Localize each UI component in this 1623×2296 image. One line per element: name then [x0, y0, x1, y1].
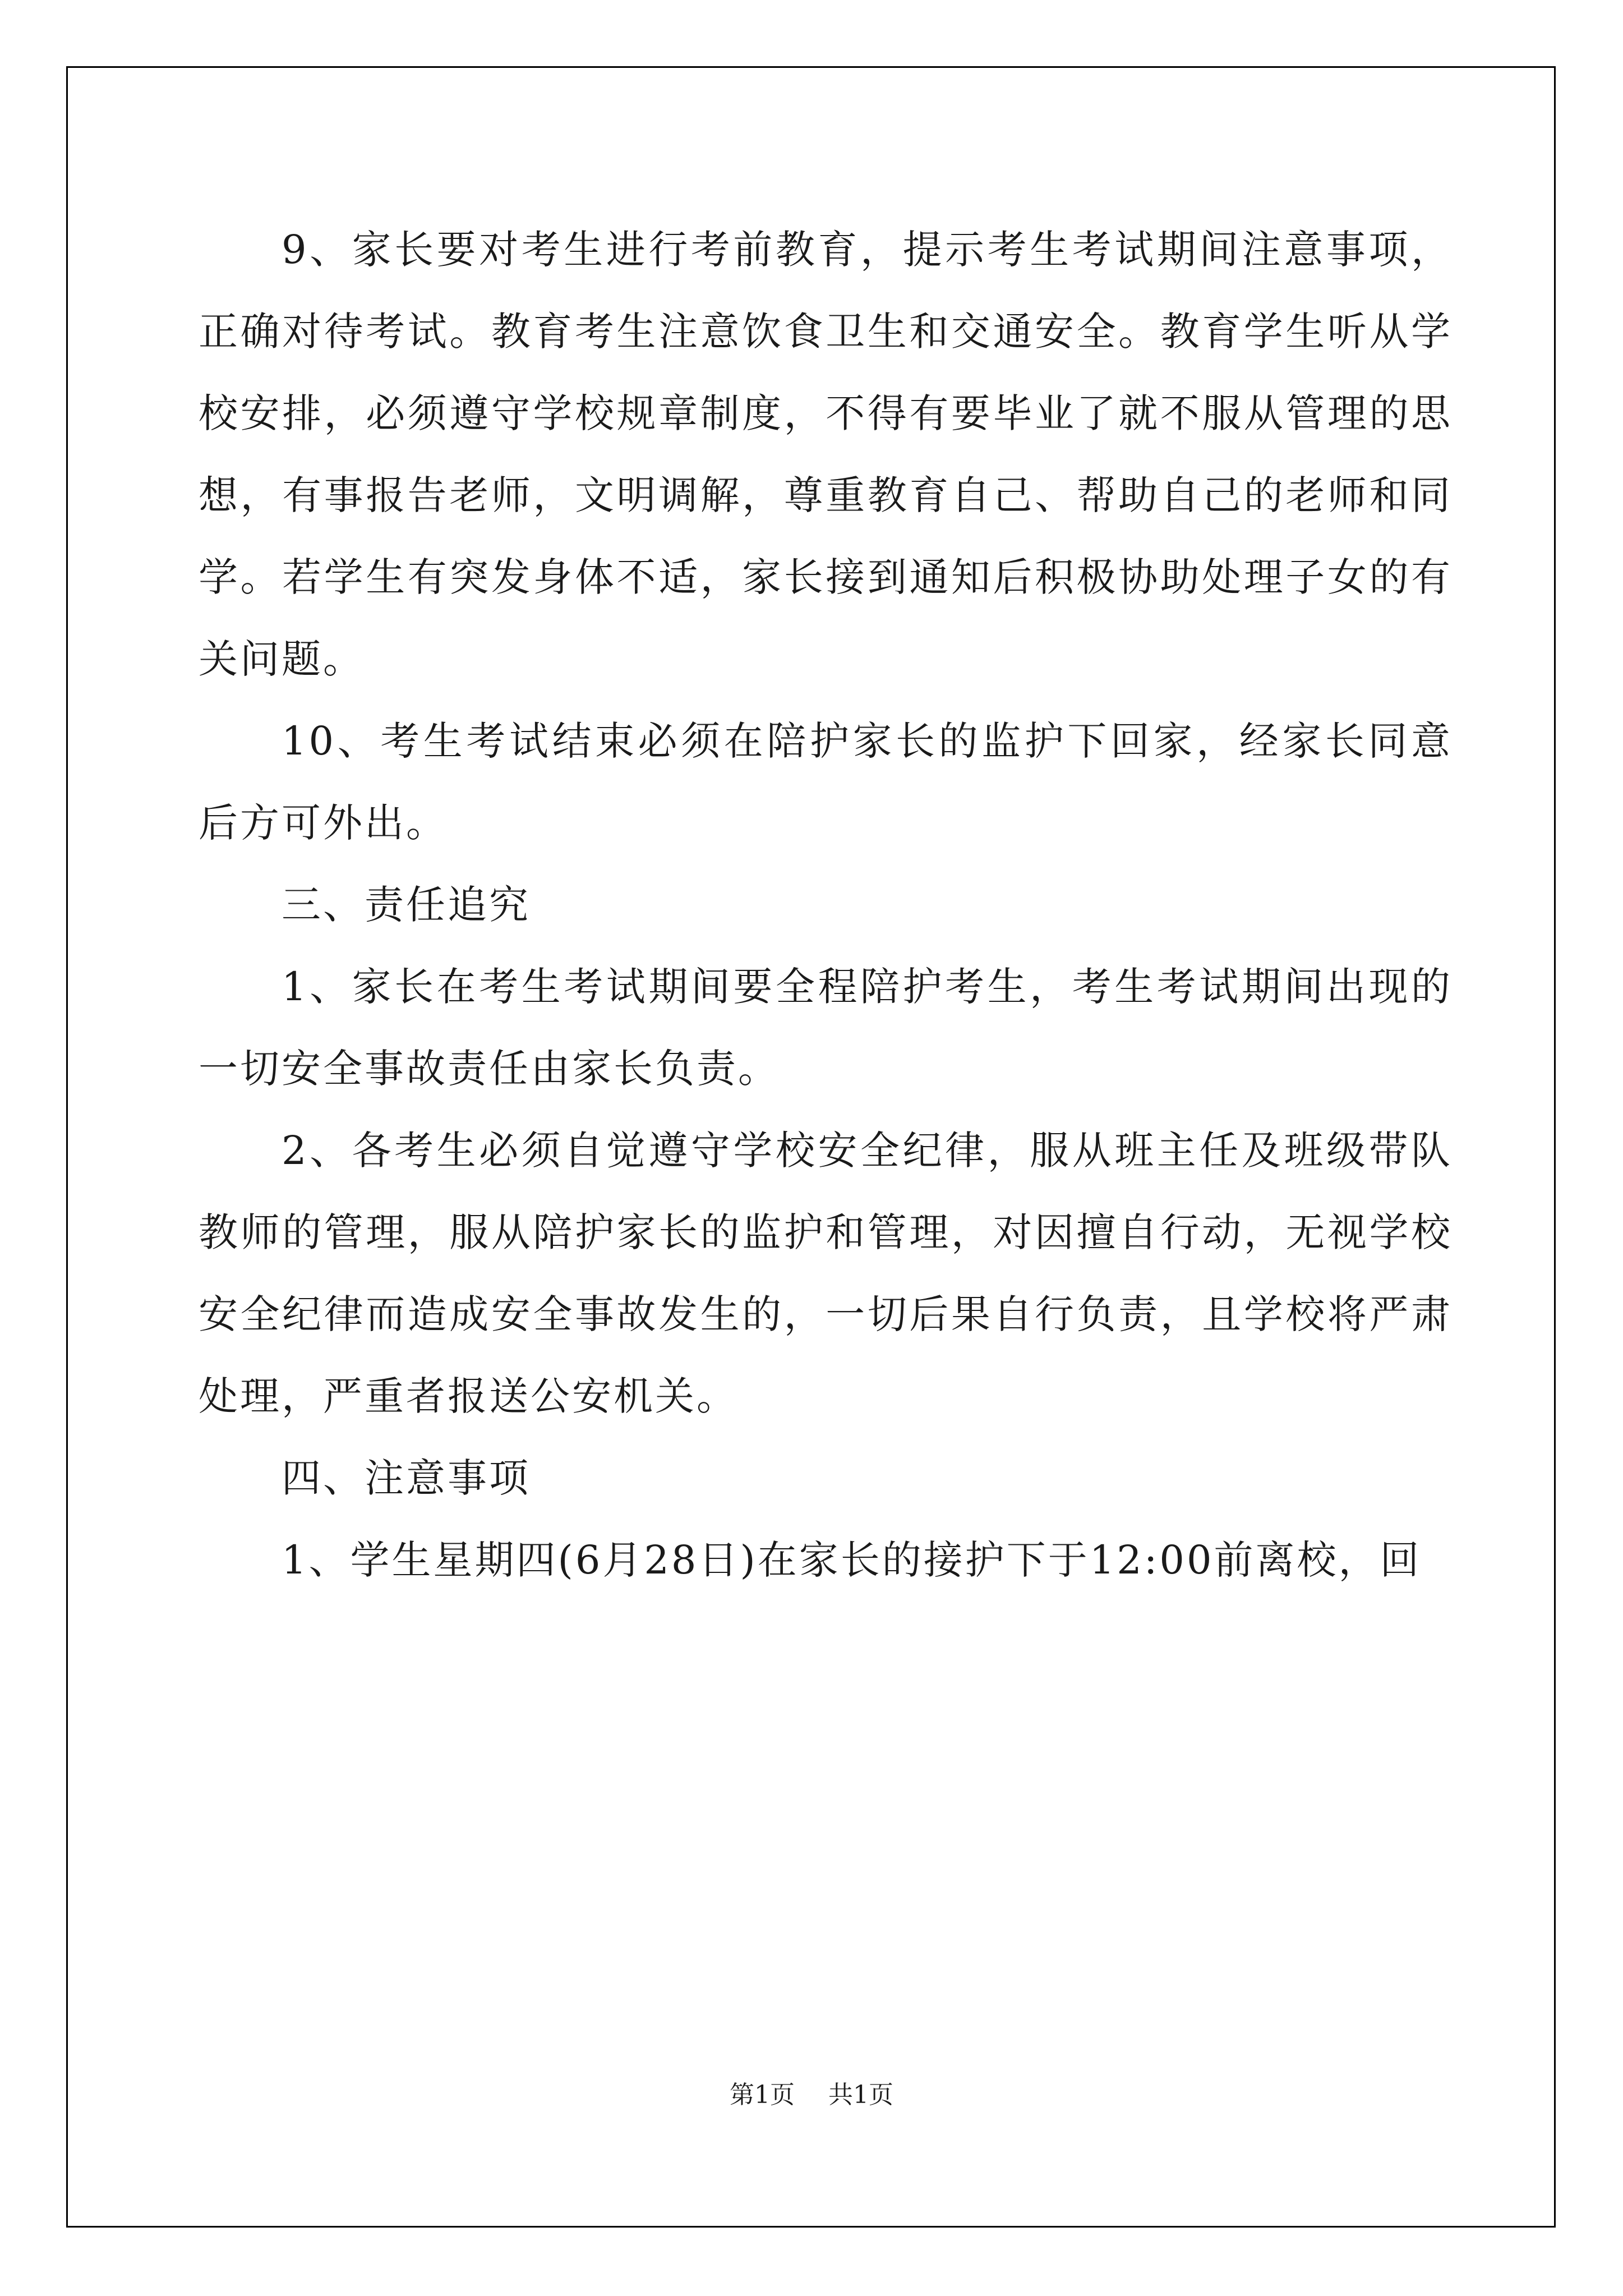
- paragraph-notes-1: 1、学生星期四(6月28日)在家长的接护下于12:00前离校，回: [282, 1537, 1422, 1583]
- section-heading-notes: 四、注意事项: [282, 1455, 531, 1501]
- paragraph-item-10: 10、考生考试结束必须在陪护家长的监护下回家，经家长同意后方可外出。: [199, 718, 1453, 846]
- paragraph-item-9: 9、家长要对考生进行考前教育，提示考生考试期间注意事项，正确对待考试。教育考生注意饮食卫生和交通安全。教育学生听从学校安排，必须遵守学校规章制度，不得有要毕业了就不服从管理的思想，有事报告老师，文明调解，尊重教育自己、帮助自己的老师和同学。若学生有突发身体不适，家长接到通知后积极协助处理子女的有关问题。: [199, 227, 1453, 682]
- document-body: [199, 209, 1453, 1601]
- page-total: 共1页: [828, 2081, 893, 2109]
- section-heading-responsibility: 三、责任追究: [282, 882, 531, 928]
- paragraph-responsibility-2: 2、各考生必须自觉遵守学校安全纪律，服从班主任及班级带队教师的管理，服从陪护家长的监护和管理，对因擅自行动，无视学校安全纪律而造成安全事故发生的，一切后果自行负责，且学校将严肃处理，严重者报送公安机关。: [199, 1128, 1453, 1419]
- page-footer: [0, 2074, 1623, 2110]
- page-number: 第1页: [730, 2081, 795, 2109]
- paragraph-responsibility-1: 1、家长在考生考试期间要全程陪护考生，考生考试期间出现的一切安全事故责任由家长负责。: [199, 964, 1453, 1092]
